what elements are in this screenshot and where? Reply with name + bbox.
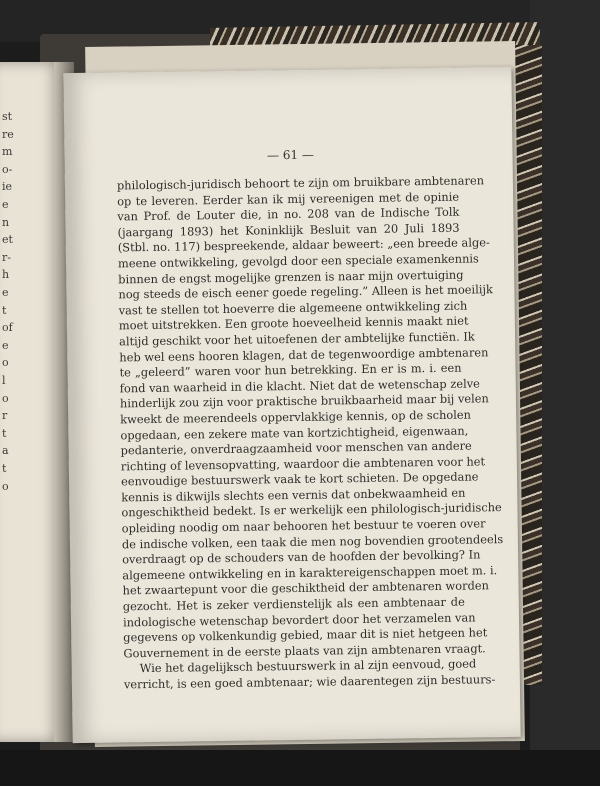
left-page-fragment: a bbox=[2, 444, 9, 458]
text-line: van Prof. de Louter die, in no. 208 van de Indische Tolk bbox=[117, 204, 460, 224]
left-page-fragment: o bbox=[2, 391, 9, 405]
left-page-fragment: ie bbox=[2, 180, 13, 194]
text-line: op te leveren. Eerder kan ik mij vereenigen met de opinie bbox=[117, 189, 460, 209]
text-line: opleiding noodig om naar behooren het bestuur te voeren over bbox=[121, 516, 486, 536]
left-page-fragment: r bbox=[2, 409, 8, 423]
left-page-fragment: e bbox=[2, 198, 9, 211]
left-page-fragment: o bbox=[2, 479, 9, 493]
text-line: meene ontwikkeling, gevolgd door een speciale examenkennis bbox=[117, 251, 479, 271]
text-line: gezocht. Het is zeker verdienstelijk als een ambtenaar de bbox=[122, 594, 465, 614]
left-page-fragment: r- bbox=[2, 250, 11, 264]
text-line: indologische wetenschap bevordert door het verzamelen van bbox=[122, 610, 476, 630]
left-page-fragment: e bbox=[2, 338, 9, 352]
text-line: fond van waarheid in die klacht. Niet dat de wetenschap zelve bbox=[119, 376, 480, 396]
text-line: te „geleerd” waren voor hun betrekking. En er is m. i. een bbox=[119, 360, 462, 380]
left-page-fragment: o- bbox=[2, 162, 13, 176]
left-page-fragment: n bbox=[2, 215, 10, 229]
text-line: richting of levensopvatting, waardoor die ambtenaren voor het bbox=[120, 453, 486, 474]
text-line: algemeene ontwikkeling en in karaktereigenschappen moet m. i. bbox=[122, 562, 498, 583]
text-line: de indische volken, een taak die men nog bovendien grootendeels bbox=[121, 531, 504, 552]
left-page-fragment: et bbox=[2, 233, 13, 247]
text-line: eenvoudige bestuurswerk vaak te kort schieten. De opgedane bbox=[120, 469, 479, 489]
left-page-fragment: m bbox=[2, 145, 13, 159]
text-line: gegevens op volkenkundig gebied, maar dit is niet hetgeen het bbox=[123, 625, 488, 645]
left-page-fragment: re bbox=[2, 127, 14, 141]
page-body-text bbox=[116, 173, 504, 693]
left-page-fragment: t bbox=[2, 303, 7, 317]
page-number: — 61 — bbox=[266, 147, 315, 163]
text-line: vast te stellen tot hoeverre die algemeene ontwikkeling zich bbox=[118, 298, 468, 318]
text-line: hinderlijk zou zijn voor praktische bruikbaarheid maar bij velen bbox=[119, 391, 489, 411]
text-line: heb wel eens hooren klagen, dat de tegenwoordige ambtenaren bbox=[119, 344, 489, 364]
text-line: altijd geschikt voor het uitoefenen der ambtelijke functiën. Ik bbox=[118, 329, 475, 349]
text-line: Gouvernement in de eerste plaats van zijn ambtenaren vraagt. bbox=[123, 641, 486, 661]
text-line: overdraagt op de schouders van de hoofden der bevolking? In bbox=[122, 547, 481, 567]
left-page-fragment: e bbox=[2, 286, 9, 299]
text-line: nog steeds de eisch eener goede regeling.” Alleen is het moeilijk bbox=[118, 282, 493, 302]
text-line: ongeschiktheid bedekt. Is er werkelijk een philologisch-juridische bbox=[121, 500, 502, 520]
right-page bbox=[63, 67, 520, 743]
text-line: pedanterie, onverdraagzaamheid voor menschen van andere bbox=[120, 438, 472, 458]
text-line: (Stbl. no. 117) bespreekende, aldaar beweert: „een breede alge- bbox=[117, 235, 490, 255]
text-line: Wie het dagelijksch bestuurswerk in al zijn eenvoud, goed bbox=[139, 656, 477, 676]
text-line: kennis is dikwijls slechts een vernis dat onbekwaamheid en bbox=[121, 485, 466, 505]
text-line: binnen de engst mogelijke grenzen is naar mijn overtuiging bbox=[118, 267, 464, 286]
text-line: opgedaan, een zekere mate van kortzichtigheid, eigenwaan, bbox=[120, 423, 469, 442]
left-page-fragment: t bbox=[2, 462, 7, 475]
text-line: philologisch-juridisch behoort te zijn om bruikbare ambtenaren bbox=[116, 173, 485, 193]
left-page-fragment: o bbox=[2, 356, 9, 370]
left-page-fragment: st bbox=[2, 110, 13, 123]
left-page-fragment: of bbox=[2, 321, 13, 335]
text-line: verricht, is een goed ambtenaar; wie daarentegen zijn bestuurs- bbox=[123, 672, 496, 692]
left-page-fragment: l bbox=[2, 374, 6, 387]
text-line: (jaargang 1893) het Koninklijk Besluit van 20 Juli 1893 bbox=[117, 220, 460, 240]
left-page-fragment: h bbox=[2, 268, 10, 282]
text-line: moet uitstrekken. Een groote hoeveelheid kennis maakt niet bbox=[118, 313, 469, 333]
left-page-fragment: t bbox=[2, 426, 7, 440]
text-line: kweekt de meerendeels oppervlakkige kennis, op de scholen bbox=[120, 407, 472, 427]
text-line: het zwaartepunt voor die geschiktheid der ambtenaren worden bbox=[122, 578, 490, 598]
scanner-bed bbox=[0, 750, 600, 786]
